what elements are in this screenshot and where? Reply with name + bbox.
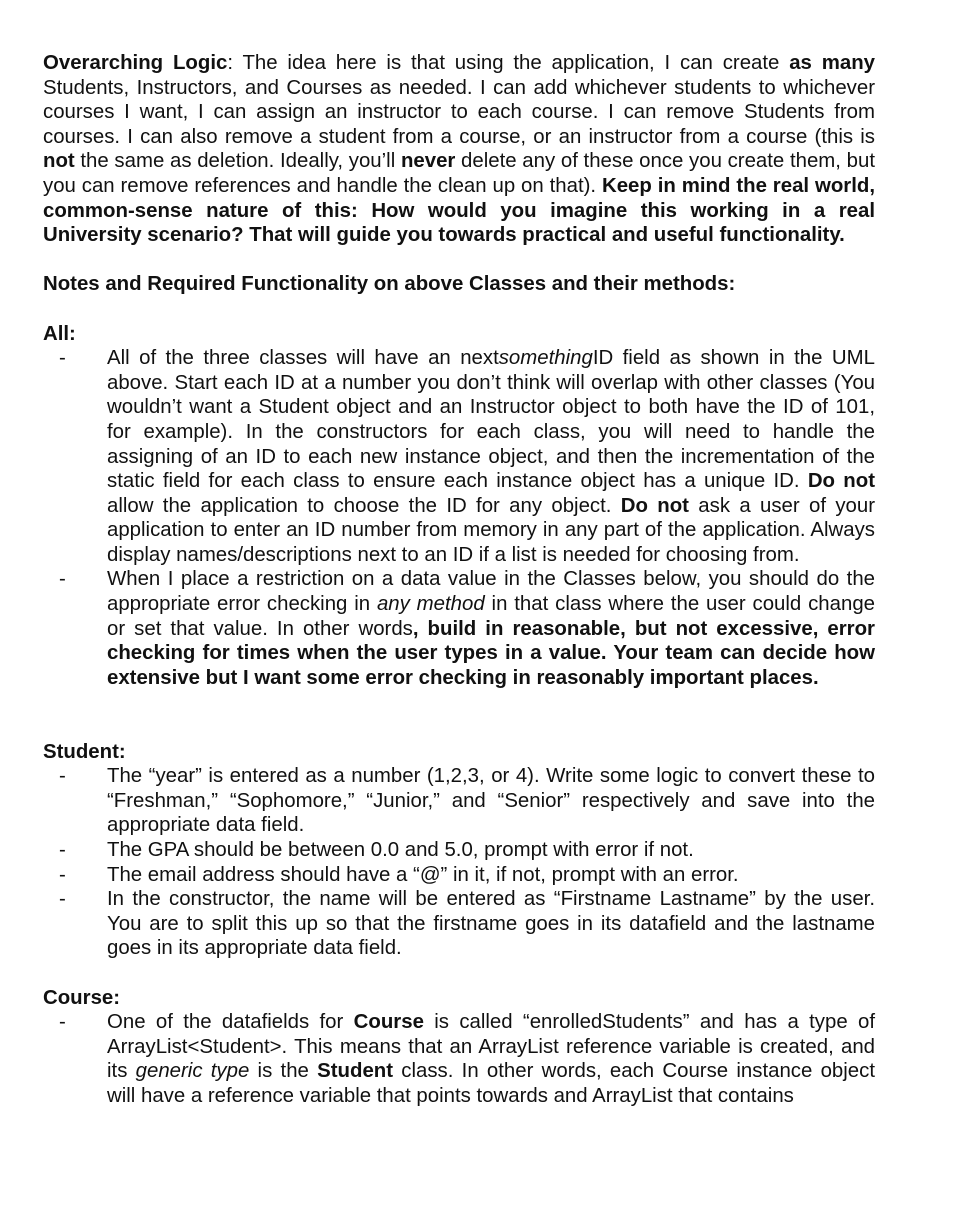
overarching-bold-3: never bbox=[400, 150, 456, 173]
student-item-gpa: - The GPA should be between 0.0 and 5.0, prompt with error if not. bbox=[107, 838, 875, 863]
all-item2-bold: , build in reasonable, but not excessive, error checking for times when the user types in a value. Your team can decide how extensive but I want some error checking in reasonably important places. bbox=[107, 617, 875, 689]
all-item2-text-2: in that class where the user could change or set that value. In other words bbox=[107, 593, 876, 640]
all-item2-text-1: When I place a restriction on a data value in the Classes below, you should do the appropriate error checking in bbox=[107, 568, 875, 616]
overarching-text-3: the same as deletion. Ideally, you’ll bbox=[74, 150, 401, 173]
student-heading: Student: bbox=[43, 740, 126, 763]
student-list bbox=[43, 764, 875, 961]
overarching-text-2: Students, Instructors, and Courses as needed. I can add whichever students to whichever courses I want, I can assign an instructor to each course. I can remove Students from courses. I can also remove a student from a course, or an instructor from a course (this is bbox=[43, 76, 875, 148]
all-item1-text-4: ask a user of your application to enter an ID number from memory in any part of the application. Always display names/descriptions next to an ID if a list is needed for choosing from. bbox=[107, 494, 875, 566]
all-item1-bold-1: Do not bbox=[807, 470, 875, 493]
all-item1-bold-2: Do not bbox=[620, 494, 689, 517]
student-item-year: - The “year” is entered as a number (1,2,3, or 4). Write some logic to convert these to “Freshman,” “Sophomore,” “Junior,” and “Senior” respectively and save into the appropriate data field. bbox=[107, 764, 875, 838]
overarching-bold-2: not bbox=[43, 150, 75, 173]
overarching-text-1: The idea here is that using the application, I can create bbox=[233, 52, 790, 74]
course-item1-text-2: is called “enrolledStudents” and has a type of ArrayList<Student>. This means that an ArrayList reference variable is created, and its bbox=[107, 1011, 875, 1083]
course-item1-text-3: is the bbox=[249, 1060, 318, 1083]
course-item1-bold-2: Student bbox=[317, 1060, 394, 1083]
overarching-bold-4: Keep in mind the real world, common-sense nature of this: How would you imagine this working in a real University scenario? That will guide you towards practical and useful functionality. bbox=[43, 174, 875, 247]
all-item1-text-2: ID field as shown in the UML above. Start each ID at a number you don’t think will overlap with other classes (You wouldn’t want a Student object and an Instructor object to both have the ID of 101, for example). In the constructors for each class, you will need to handle the assigning of an ID to each new instance object, and then the incrementation of the static field for each class to ensure each instance object has a unique ID. bbox=[107, 347, 875, 493]
overarching-colon: : bbox=[227, 52, 233, 74]
overarching-label: Overarching Logic bbox=[43, 52, 228, 74]
overarching-paragraph bbox=[43, 51, 875, 248]
all-item2-italic: any method bbox=[376, 593, 485, 616]
all-item1-text-1: All of the three classes will have an next bbox=[107, 347, 499, 370]
all-list bbox=[43, 346, 875, 690]
course-item1-bold-1: Course bbox=[353, 1011, 424, 1034]
overarching-text-4: delete any of these once you create them, but you can remove references and handle the clean up on that). bbox=[43, 150, 875, 197]
course-list bbox=[43, 1010, 875, 1108]
overarching-bold-1: as many bbox=[789, 52, 875, 74]
all-item1-text-3: allow the application to choose the ID for any object. bbox=[107, 494, 621, 517]
notes-heading: Notes and Required Functionality on above Classes and their methods: bbox=[43, 273, 736, 296]
all-item-error-checking bbox=[107, 567, 875, 690]
course-item-enrolled-students bbox=[107, 1010, 875, 1108]
course-item1-italic: generic type bbox=[135, 1060, 250, 1083]
document-page bbox=[43, 51, 875, 1109]
all-item-id-field bbox=[107, 346, 875, 567]
all-item1-italic: something bbox=[498, 347, 593, 370]
course-item1-text-1: One of the datafields for bbox=[107, 1011, 354, 1034]
all-heading: All: bbox=[43, 322, 76, 345]
course-item1-text-4: class. In other words, each Course instance object will have a reference variable that points towards and ArrayList that contains bbox=[107, 1060, 875, 1107]
student-item-email: - The email address should have a “@” in it, if not, prompt with an error. bbox=[107, 863, 875, 888]
course-heading: Course: bbox=[43, 986, 121, 1009]
student-item-name: - In the constructor, the name will be entered as “Firstname Lastname” by the user. You are to split this up so that the firstname goes in its datafield and the lastname goes in its appropriate data field. bbox=[107, 887, 875, 961]
